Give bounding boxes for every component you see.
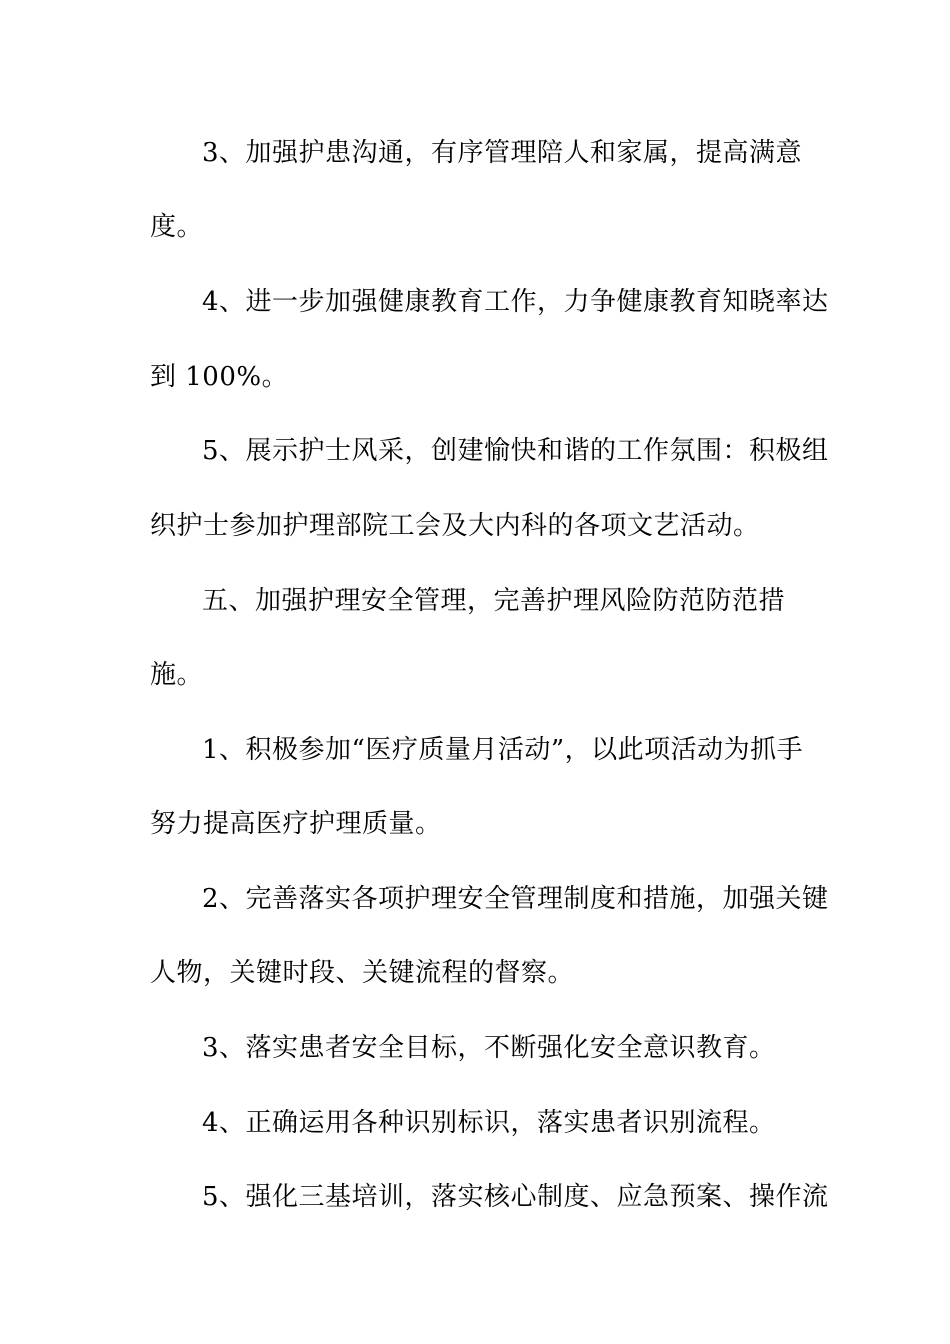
paragraph-line: 到 100%。 <box>150 362 289 392</box>
paragraph-line: 人物，关键时段、关键流程的督察。 <box>150 958 575 988</box>
paragraph-line: 1、积极参加“医疗质量月活动”，以此项活动为抓手 <box>202 735 804 765</box>
paragraph-line: 度。 <box>150 212 204 242</box>
paragraph-line: 3、加强护患沟通，有序管理陪人和家属，提高满意 <box>202 138 803 168</box>
paragraph-line: 努力提高医疗护理质量。 <box>150 809 442 839</box>
paragraph-line: 4、进一步加强健康教育工作，力争健康教育知晓率达 <box>202 287 829 317</box>
paragraph-line: 3、落实患者安全目标，不断强化安全意识教育。 <box>202 1033 776 1063</box>
section-heading-line: 五、加强护理安全管理，完善护理风险防范防范措 <box>202 586 786 616</box>
paragraph-line: 织护士参加护理部院工会及大内科的各项文艺活动。 <box>150 511 760 541</box>
paragraph-line: 5、展示护士风采，创建愉快和谐的工作氛围：积极组 <box>202 436 829 466</box>
paragraph-line: 5、强化三基培训，落实核心制度、应急预案、操作流 <box>202 1182 829 1212</box>
section-heading-line: 施。 <box>150 660 204 690</box>
paragraph-line: 4、正确运用各种识别标识，落实患者识别流程。 <box>202 1108 776 1138</box>
paragraph-line: 2、完善落实各项护理安全管理制度和措施，加强关键 <box>202 884 829 914</box>
